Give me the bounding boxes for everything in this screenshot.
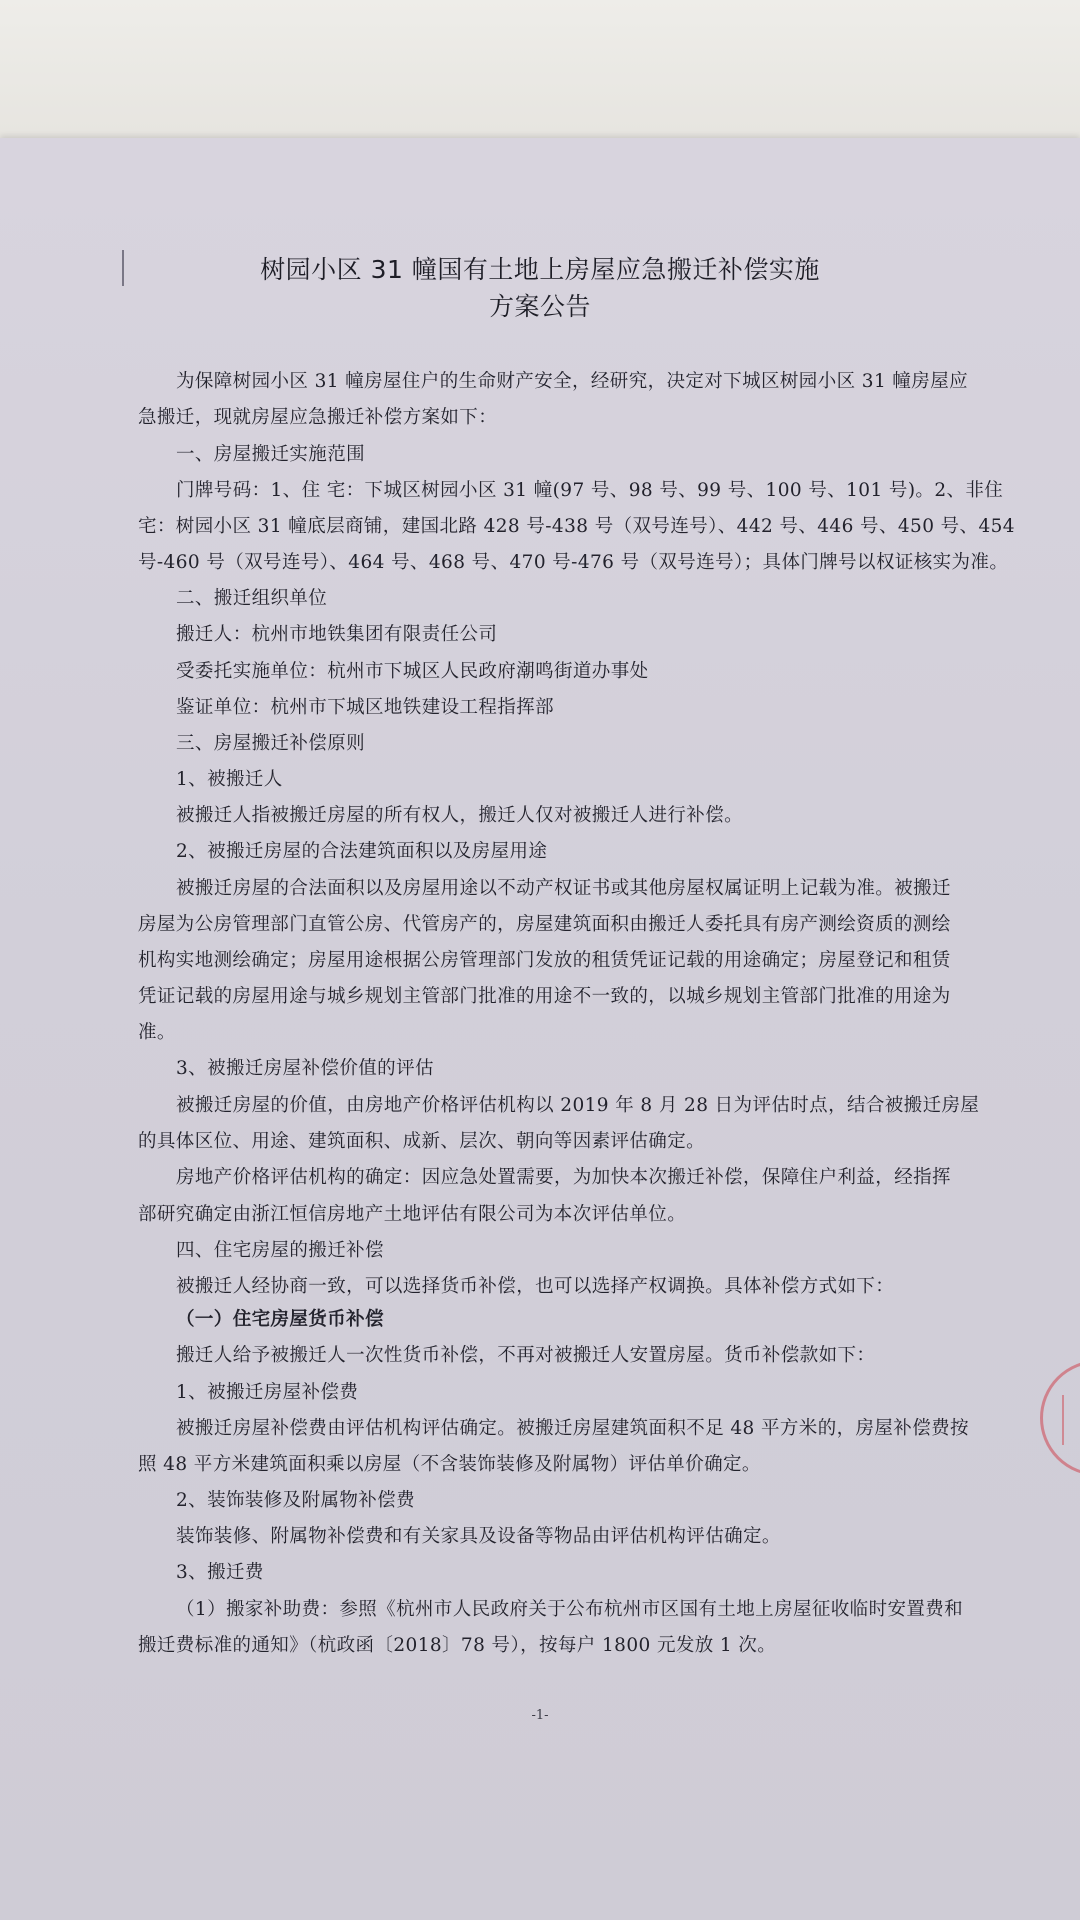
paragraph-line: 3、被搬迁房屋补偿价值的评估	[176, 1058, 434, 1079]
document-title-line-2: 方案公告	[488, 292, 591, 321]
paragraph-line: 1、被搬迁房屋补偿费	[176, 1382, 359, 1403]
paragraph-line: 搬迁费标准的通知》（杭政函〔2018〕78 号），按每户 1800 元发放 1 次。	[138, 1635, 777, 1656]
paragraph-line: 搬迁人：杭州市地铁集团有限责任公司	[176, 624, 498, 645]
paragraph-line: 二、搬迁组织单位	[176, 588, 328, 609]
paragraph-line: 房屋为公房管理部门直管公房、代管房产的，房屋建筑面积由搬迁人委托具有房产测绘资质的测绘	[138, 914, 951, 935]
paragraph-line: 四、住宅房屋的搬迁补偿	[176, 1240, 384, 1261]
paragraph-line: 2、装饰装修及附属物补偿费	[176, 1490, 415, 1511]
paragraph-line: 被搬迁房屋的价值，由房地产价格评估机构以 2019 年 8 月 28 日为评估时点，结合被搬迁房屋	[176, 1095, 980, 1116]
paragraph-line: 凭证记载的房屋用途与城乡规划主管部门批准的用途不一致的，以城乡规划主管部门批准的用途为	[138, 986, 951, 1007]
paragraph-line: 2、被搬迁房屋的合法建筑面积以及房屋用途	[176, 841, 548, 862]
background-wall	[0, 0, 1080, 150]
official-seal-detail	[1062, 1395, 1080, 1445]
page-number: -1-	[531, 1708, 549, 1723]
paragraph-line: 机构实地测绘确定；房屋用途根据公房管理部门发放的租赁凭证记载的用途确定；房屋登记和租赁	[138, 950, 951, 971]
paragraph-line: 为保障树园小区 31 幢房屋住户的生命财产安全，经研究，决定对下城区树园小区 31 幢房屋应	[176, 371, 969, 392]
paragraph-line: 一、房屋搬迁实施范围	[176, 444, 366, 465]
paragraph-line: 受委托实施单位：杭州市下城区人民政府潮鸣街道办事处	[176, 661, 649, 682]
paragraph-line: 被搬迁房屋补偿费由评估机构评估确定。被搬迁房屋建筑面积不足 48 平方米的，房屋补偿费按	[176, 1418, 969, 1439]
paragraph-line: 宅：树园小区 31 幢底层商铺，建国北路 428 号-438 号（双号连号）、442 号、446 号、450 号、454	[138, 516, 1015, 537]
paragraph-line: 搬迁人给予被搬迁人一次性货币补偿，不再对被搬迁人安置房屋。货币补偿款如下：	[176, 1345, 876, 1366]
paragraph-line: 门牌号码：1、住 宅：下城区树园小区 31 幢(97 号、98 号、99 号、100 号、101 号)。2、非住	[176, 480, 1004, 501]
paragraph-line: 号-460 号（双号连号）、464 号、468 号、470 号-476 号（双号连号）；具体门牌号以权证核实为准。	[138, 552, 1009, 573]
paragraph-line: 被搬迁人经协商一致，可以选择货币补偿，也可以选择产权调换。具体补偿方式如下：	[176, 1276, 895, 1297]
paragraph-line: 鉴证单位：杭州市下城区地铁建设工程指挥部	[176, 697, 555, 718]
paragraph-line: （1）搬家补助费：参照《杭州市人民政府关于公布杭州市区国有土地上房屋征收临时安置费和	[176, 1599, 964, 1620]
paragraph-line: 房地产价格评估机构的确定：因应急处置需要，为加快本次搬迁补偿，保障住户利益，经指挥	[176, 1167, 951, 1188]
paragraph-line: 三、房屋搬迁补偿原则	[176, 733, 366, 754]
document-title-line-1: 树园小区 31 幢国有土地上房屋应急搬迁补偿实施	[260, 255, 820, 284]
paragraph-line: 准。	[138, 1022, 176, 1043]
paragraph-line: 1、被搬迁人	[176, 769, 283, 790]
paragraph-line: 的具体区位、用途、建筑面积、成新、层次、朝向等因素评估确定。	[138, 1131, 706, 1152]
paragraph-line: （一）住宅房屋货币补偿	[176, 1309, 384, 1330]
paragraph-line: 被搬迁人指被搬迁房屋的所有权人，搬迁人仅对被搬迁人进行补偿。	[176, 805, 744, 826]
paragraph-line: 部研究确定由浙江恒信房地产土地评估有限公司为本次评估单位。	[138, 1204, 687, 1225]
paragraph-line: 急搬迁，现就房屋应急搬迁补偿方案如下：	[138, 407, 498, 428]
paragraph-line: 照 48 平方米建筑面积乘以房屋（不含装饰装修及附属物）评估单价确定。	[138, 1454, 761, 1475]
paragraph-line: 被搬迁房屋的合法面积以及房屋用途以不动产权证书或其他房屋权属证明上记载为准。被搬迁	[176, 878, 951, 899]
paragraph-line: 3、搬迁费	[176, 1562, 264, 1583]
paragraph-line: 装饰装修、附属物补偿费和有关家具及设备等物品由评估机构评估确定。	[176, 1526, 781, 1547]
